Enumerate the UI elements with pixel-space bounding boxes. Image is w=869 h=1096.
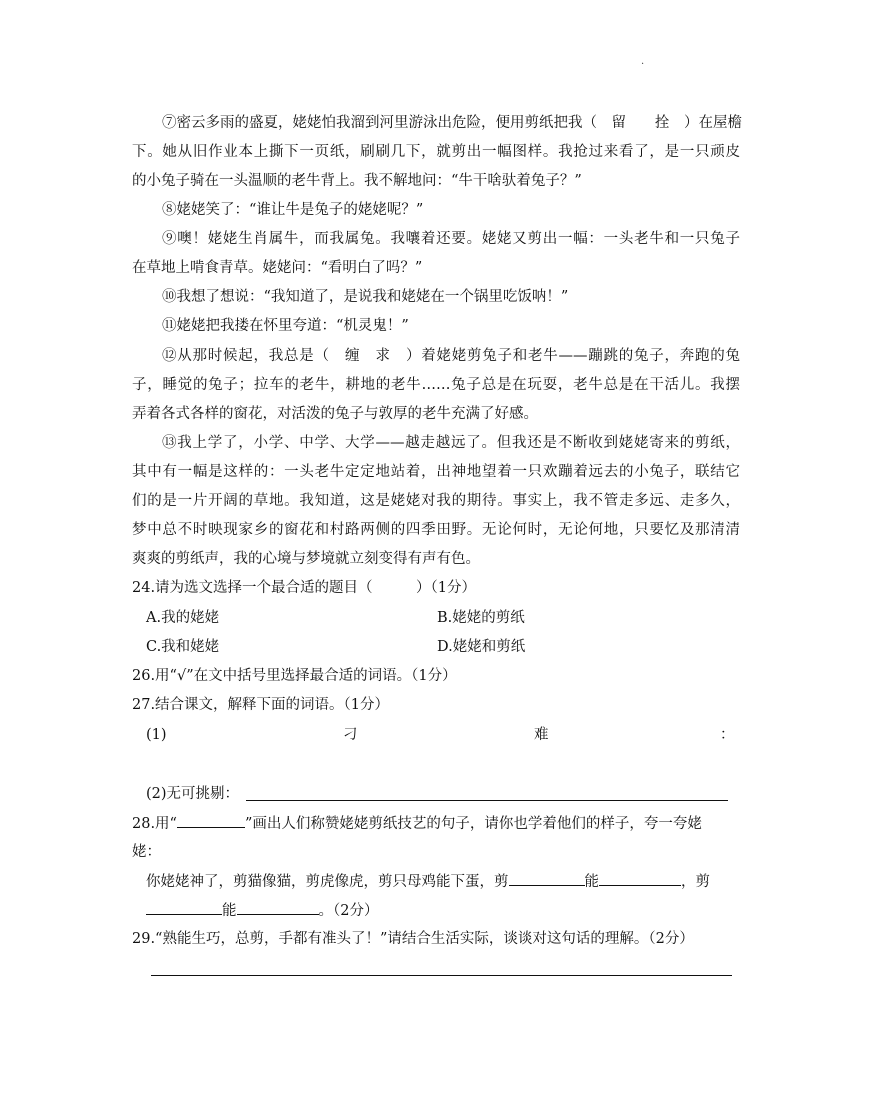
passage-p9-line2: 在草地上啃食青草。姥姥问：“看明白了吗？” <box>132 260 423 276</box>
q28-underline-sample <box>177 813 245 828</box>
q27-1-char-2: 难 <box>534 727 549 743</box>
q28-line4-text-b: 能 <box>222 903 237 919</box>
q28-blank-2[interactable] <box>599 871 681 886</box>
question-24: 24.请为选文选择一个最合适的题目（ ）（1分） <box>132 580 477 596</box>
q27-1-number: (1) <box>146 727 167 743</box>
passage-p9-line1: ⑨噢！姥姥生肖属牛，而我属兔。我嚷着还要。姥姥又剪出一幅：一头老牛和一只兔子 <box>162 231 740 247</box>
q24-option-d[interactable]: D.姥姥和剪纸 <box>437 639 526 655</box>
passage-p7-line1: ⑦密云多雨的盛夏，姥姥怕我溜到河里游泳出危险，便用剪纸把我（ 留 拴 ）在屋檐 <box>162 115 742 131</box>
q29-answer-line[interactable] <box>151 975 732 976</box>
question-26: 26.用“√”在文中括号里选择最合适的词语。（1分） <box>132 668 457 684</box>
q28-prefix: 28.用“ <box>132 816 177 832</box>
q28-suffix: ”画出人们称赞姥姥剪纸技艺的句子，请你也学着他们的样子，夸一夸姥 <box>244 816 702 832</box>
q28-line3-text-c: ，剪 <box>681 874 710 890</box>
q24-option-c[interactable]: C.我和姥姥 <box>146 639 220 655</box>
question-27: 27.结合课文，解释下面的词语。（1分） <box>132 697 390 713</box>
q28-blank-1[interactable] <box>509 871 585 886</box>
passage-p13-line3: 们的是一片开阔的草地。我知道，这是姥姥对我的期待。事实上，我不管走多远、走多久， <box>132 493 740 509</box>
passage-p13-line5: 爽爽的剪纸声，我的心境与梦境就立刻变得有声有色。 <box>132 551 480 567</box>
question-28-line1 <box>132 813 740 834</box>
passage-p10: ⑩我想了想说：“我知道了，是说我和姥姥在一个锅里吃饭呐！” <box>162 289 569 305</box>
question-28-line2: 姥： <box>132 844 161 860</box>
q28-line4-text-c: 。（2分） <box>318 903 379 919</box>
passage-p12-line1: ⑫从那时候起，我总是（ 缠 求 ）着姥姥剪兔子和老牛——蹦跳的兔子，奔跑的兔 <box>162 348 740 364</box>
q28-line3-text-a: 你姥姥神了，剪猫像猫，剪虎像虎，剪只母鸡能下蛋，剪 <box>146 874 509 890</box>
passage-p12-line3: 弄着各式各样的窗花，对活泼的兔子与敦厚的老牛充满了好感。 <box>132 406 538 422</box>
passage-p7-line2: 下。她从旧作业本上撕下一页纸，刷刷几下，就剪出一幅图样。我抢过来看了，是一只顽皮 <box>132 144 740 160</box>
passage-p13-line4: 梦中总不时映现家乡的窗花和村路两侧的四季田野。无论何时，无论何地，只要忆及那清清 <box>132 522 740 538</box>
passage-p11: ⑪姥姥把我搂在怀里夸道：“机灵鬼！” <box>162 318 409 334</box>
q27-2-label: (2)无可挑剔： <box>146 786 240 802</box>
q24-option-b[interactable]: B.姥姥的剪纸 <box>437 610 525 626</box>
q24-option-a[interactable]: A.我的姥姥 <box>146 610 220 626</box>
passage-p12-line2: 子，睡觉的兔子；拉车的老牛，耕地的老牛……兔子总是在玩耍，老牛总是在干活儿。我摆 <box>132 377 740 393</box>
q28-blank-4[interactable] <box>237 900 319 915</box>
passage-p8: ⑧姥姥笑了：“谁让牛是兔子的姥姥呢？” <box>162 202 424 218</box>
q27-1-colon: ： <box>720 727 735 743</box>
passage-p13-line1: ⑬我上学了，小学、中学、大学——越走越远了。但我还是不断收到姥姥寄来的剪纸， <box>162 435 740 451</box>
question-29: 29.“熟能生巧，总剪，手都有准头了！”请结合生活实际，谈谈对这句话的理解。（2分） <box>132 931 694 947</box>
header-mark: . <box>641 56 645 67</box>
question-28-line3 <box>146 871 710 892</box>
q28-line3-text-b: 能 <box>584 874 599 890</box>
q28-blank-3[interactable] <box>146 900 222 915</box>
question-28-line4 <box>146 900 378 921</box>
q27-1-char-1: 刁 <box>343 727 358 743</box>
passage-p7-line3: 的小兔子骑在一头温顺的老牛背上。我不解地问：“牛干啥驮着兔子？” <box>132 173 582 189</box>
q27-2-answer-line[interactable] <box>246 800 728 801</box>
passage-p13-line2: 其中有一幅是这样的：一头老牛定定地站着，出神地望着一只欢蹦着远去的小兔子，联结它 <box>132 464 740 480</box>
